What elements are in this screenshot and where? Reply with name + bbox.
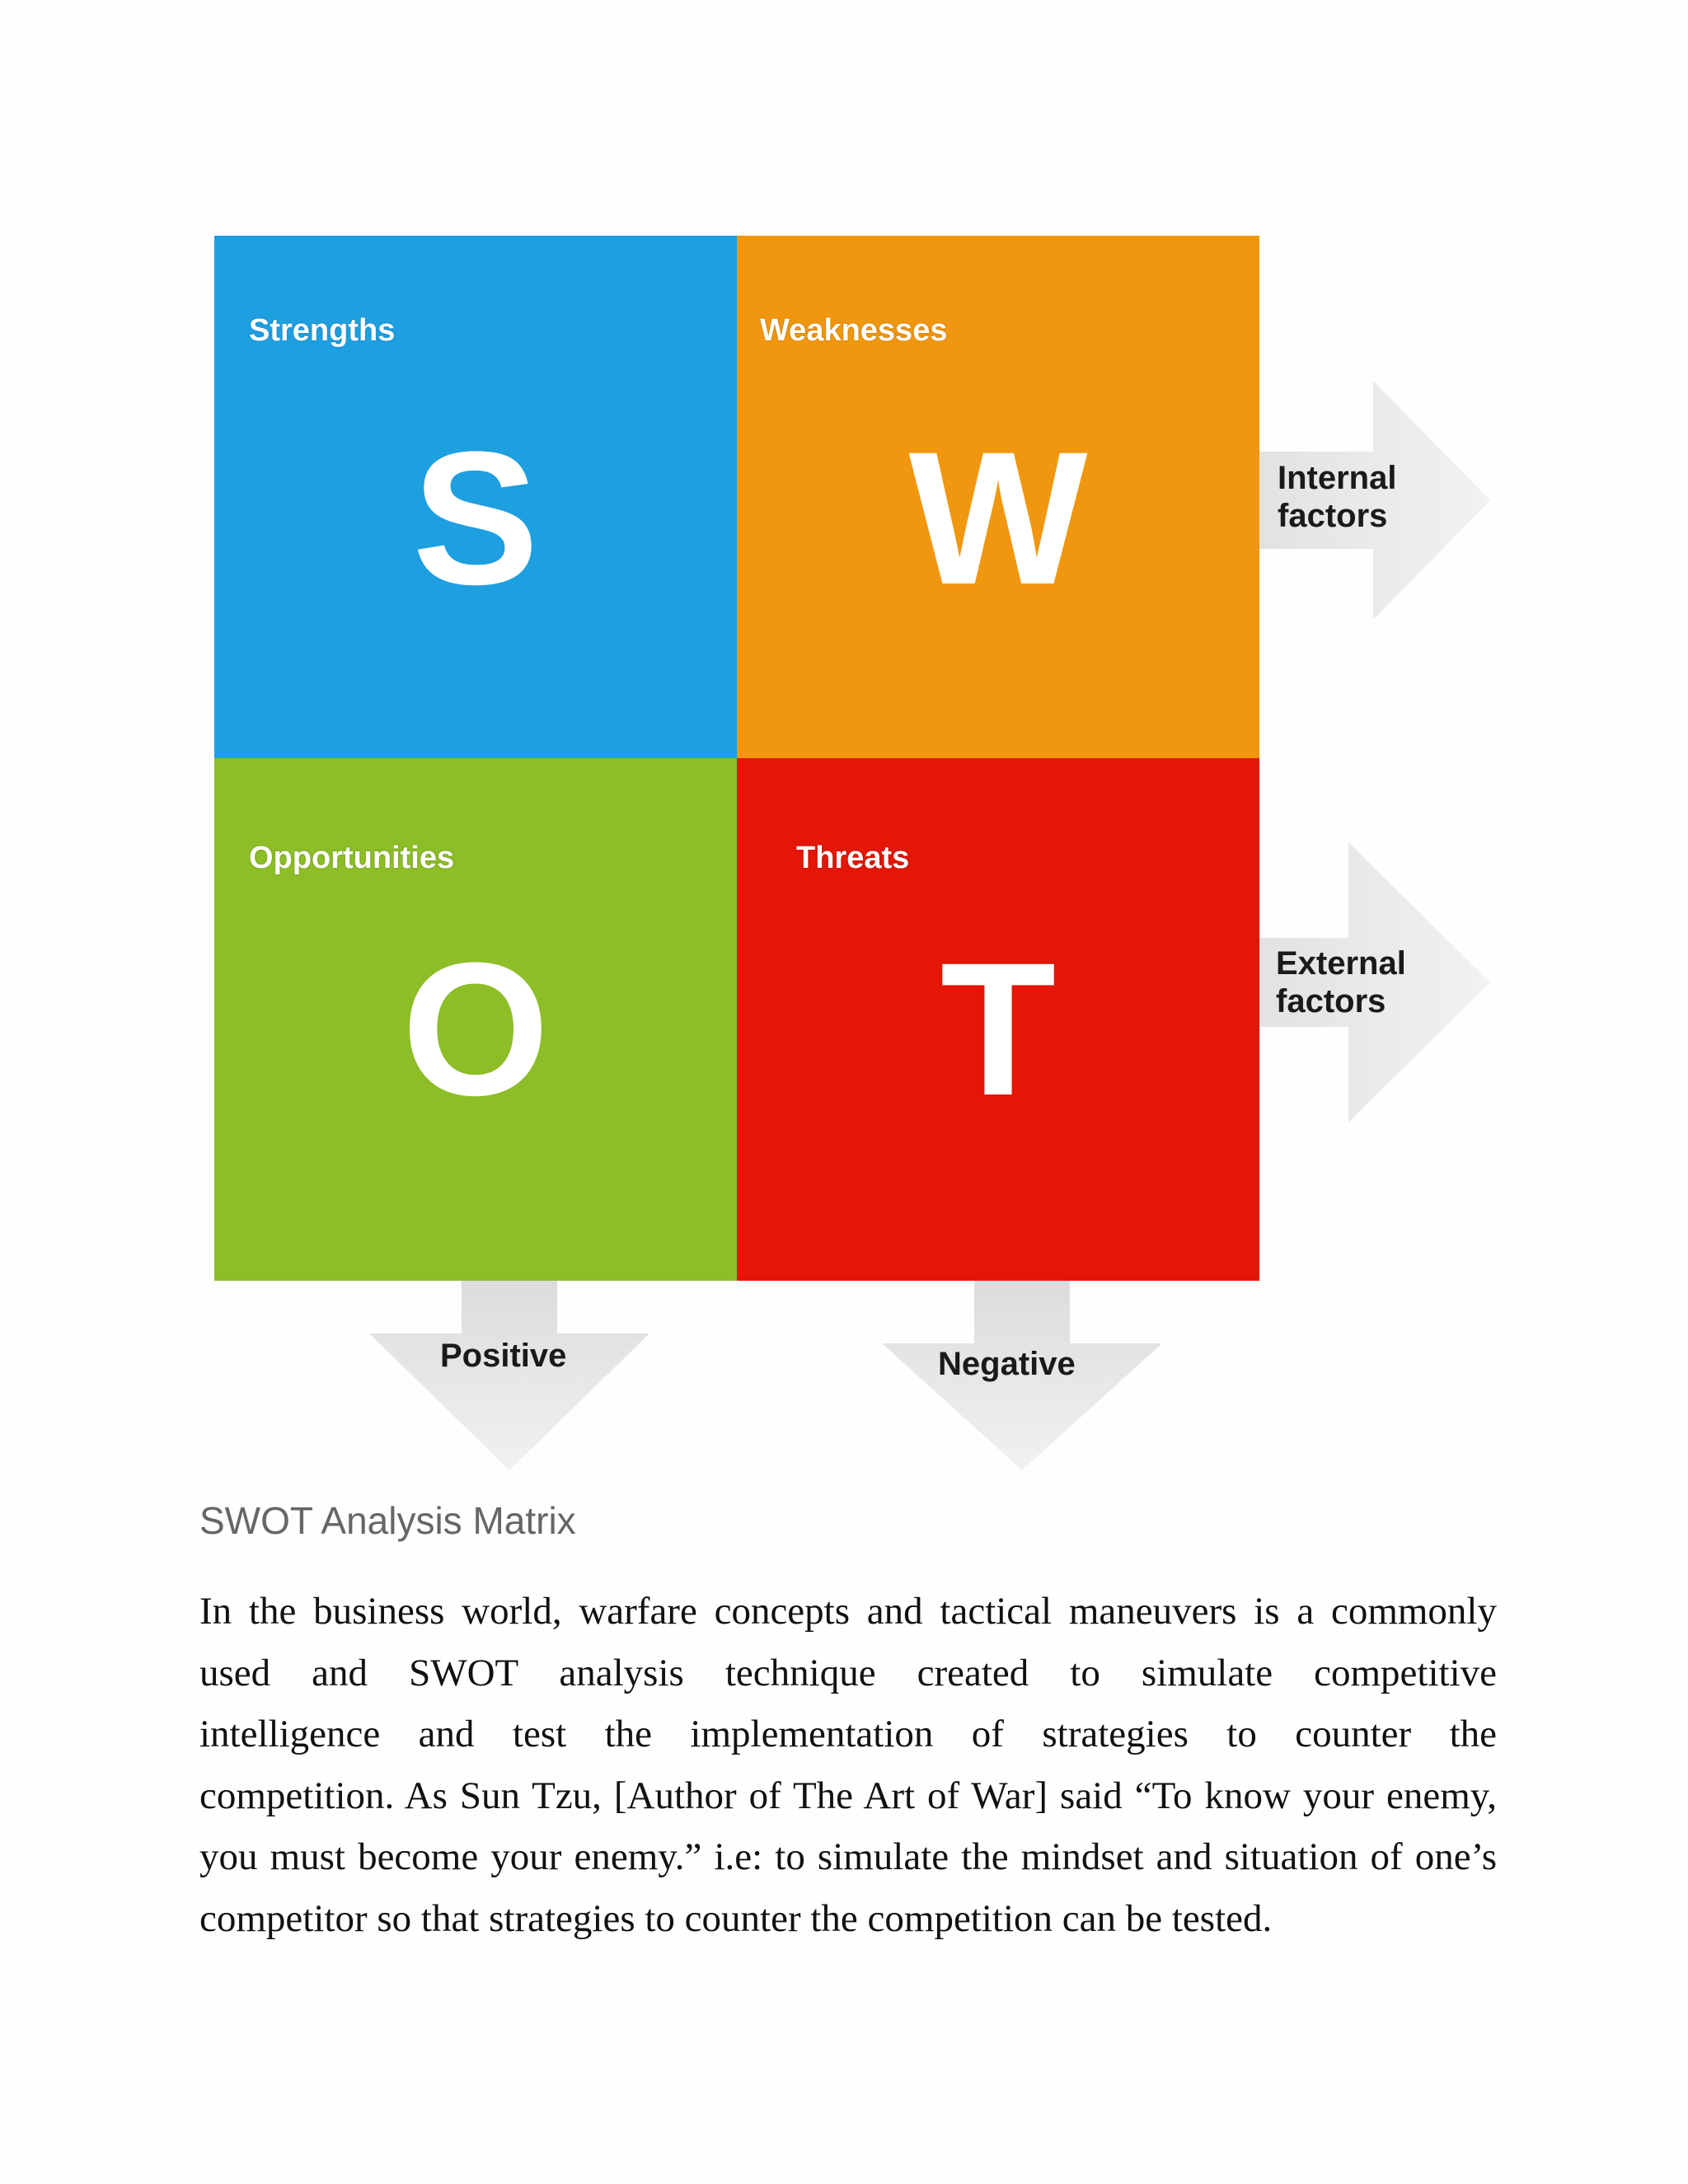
quadrant-strengths xyxy=(214,236,737,758)
positive-label: Positive xyxy=(440,1338,567,1374)
quadrant-label-strengths: Strengths xyxy=(249,313,396,348)
paragraph-line-3: intelligence and test the implementation of strategies to counter the xyxy=(199,1713,1497,1755)
quadrant-letter-w: W xyxy=(908,412,1088,624)
positive-arrow xyxy=(369,1281,649,1470)
quadrant-threats xyxy=(737,758,1259,1281)
internal-factors-line2: factors xyxy=(1278,498,1388,534)
internal-factors-line1: Internal xyxy=(1278,460,1397,496)
quadrant-letter-s: S xyxy=(412,412,539,624)
paragraph-line-6: competitor so that strategies to counter the competition can be tested. xyxy=(199,1896,1273,1940)
quadrant-label-opportunities: Opportunities xyxy=(249,841,455,875)
external-factors-line1: External xyxy=(1276,945,1406,982)
quadrant-letter-t: T xyxy=(940,923,1057,1135)
quadrant-opportunities xyxy=(214,758,737,1281)
swot-matrix-figure xyxy=(214,236,1484,1472)
quadrant-weaknesses xyxy=(737,236,1259,758)
figure-caption: SWOT Analysis Matrix xyxy=(199,1499,576,1542)
external-factors-arrow xyxy=(1259,842,1490,1122)
paragraph-line-2: used and SWOT analysis technique created to simulate competitive xyxy=(199,1651,1497,1694)
down-arrow-icon xyxy=(369,1281,649,1470)
external-factors-line2: factors xyxy=(1276,983,1386,1019)
negative-label: Negative xyxy=(938,1346,1076,1382)
internal-factors-arrow xyxy=(1259,381,1490,620)
paragraph-line-5: you must become your enemy.” i.e: to simulate the mindset and situation of one’s xyxy=(199,1835,1497,1878)
negative-arrow xyxy=(882,1281,1162,1470)
quadrant-label-threats: Threats xyxy=(796,841,910,875)
paragraph-line-1: In the business world, warfare concepts and tactical maneuvers is a commonly xyxy=(199,1590,1497,1633)
body-paragraph xyxy=(199,1581,1497,1949)
quadrant-letter-o: O xyxy=(401,923,550,1135)
quadrant-label-weaknesses: Weaknesses xyxy=(760,313,948,348)
paragraph-line-4: competition. As Sun Tzu, [Author of The Art of War] said “To know your enemy, xyxy=(199,1774,1497,1817)
